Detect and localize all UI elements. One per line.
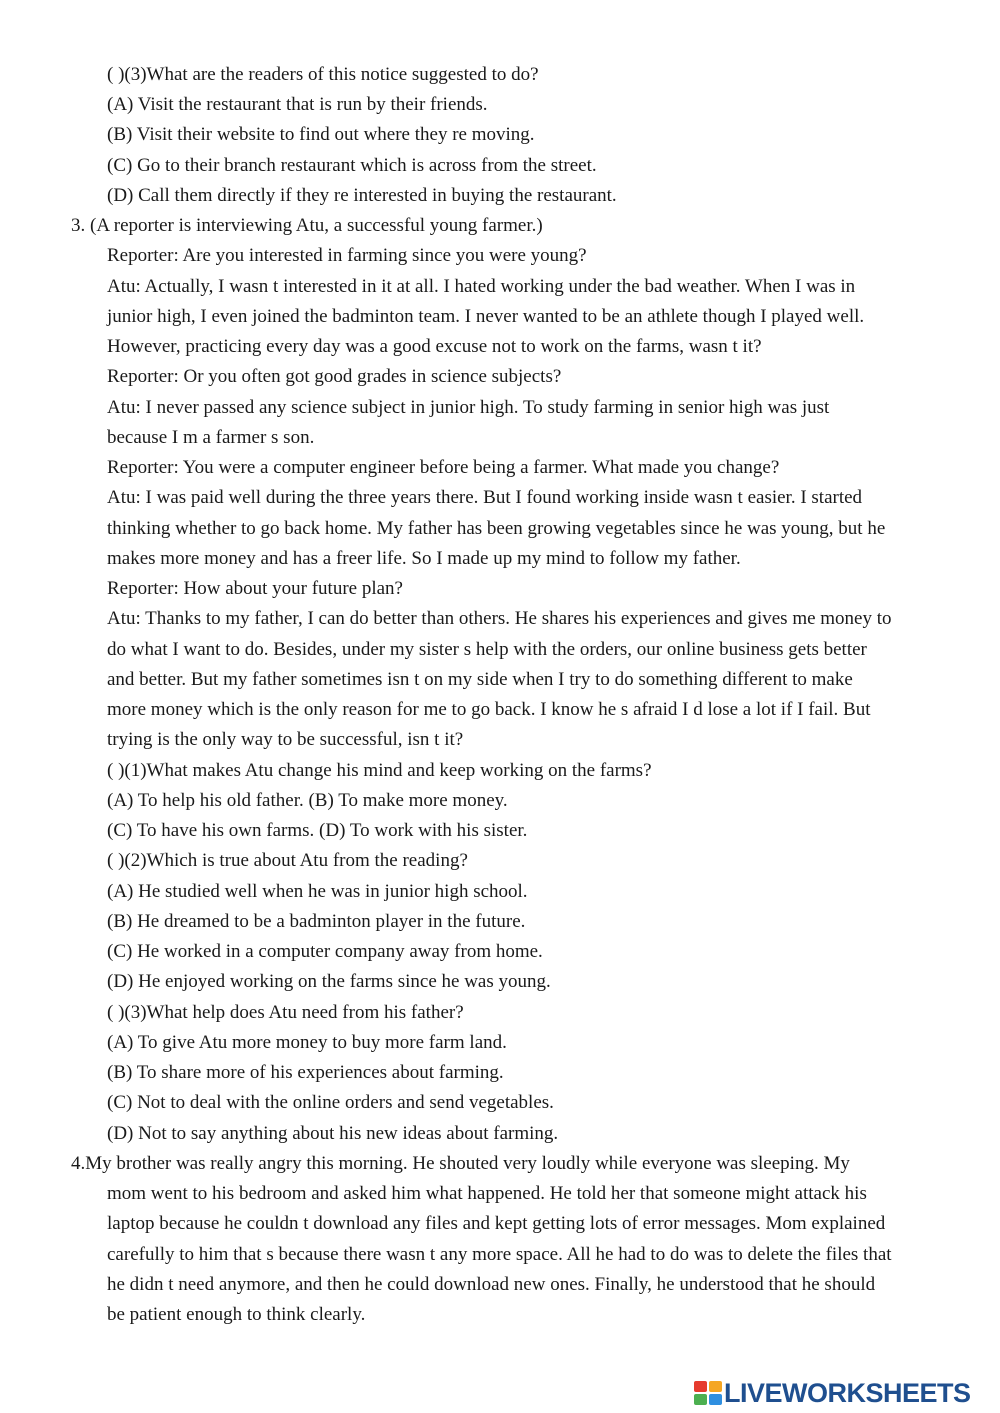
- q3-3-option-a: (A) To give Atu more money to buy more farm land.: [107, 1032, 507, 1053]
- q3-2-question: ( )(2)Which is true about Atu from the reading?: [107, 850, 468, 871]
- interview-line: more money which is the only reason for me to go back. I know he s afraid I d lose a lot if I fail. But: [107, 699, 871, 720]
- interview-line: Atu: I was paid well during the three years there. But I found working inside wasn t easier. I started: [107, 487, 863, 508]
- interview-line: because I m a farmer s son.: [107, 427, 315, 448]
- q3-2-option-b: (B) He dreamed to be a badminton player in the future.: [107, 911, 526, 932]
- q3-2-option-c: (C) He worked in a computer company away from home.: [107, 941, 543, 962]
- interview-line: makes more money and has a freer life. So I made up my mind to follow my father.: [107, 548, 741, 569]
- interview-line: Reporter: You were a computer engineer before being a farmer. What made you change?: [107, 457, 780, 478]
- interview-line: junior high, I even joined the badminton team. I never wanted to be an athlete though I played well.: [107, 306, 865, 327]
- q2-3-option-a: (A) Visit the restaurant that is run by their friends.: [107, 94, 488, 115]
- q3-3-option-b: (B) To share more of his experiences about farming.: [107, 1062, 504, 1083]
- interview-line: and better. But my father sometimes isn t on my side when I try to do something different to make: [107, 669, 853, 690]
- interview-line: trying is the only way to be successful, isn t it?: [107, 729, 464, 750]
- interview-line: Atu: I never passed any science subject in junior high. To study farming in senior high was just: [107, 397, 830, 418]
- liveworksheets-watermark[interactable]: [694, 1378, 994, 1408]
- section-4-paragraph-line: be patient enough to think clearly.: [107, 1304, 366, 1325]
- q2-3-option-c: (C) Go to their branch restaurant which is across from the street.: [107, 155, 597, 176]
- interview-line: Atu: Thanks to my father, I can do better than others. He shares his experiences and gives me money to: [107, 608, 892, 629]
- q3-1-options-cd: (C) To have his own farms. (D) To work with his sister.: [107, 820, 528, 841]
- q3-3-question: ( )(3)What help does Atu need from his father?: [107, 1002, 464, 1023]
- interview-line: thinking whether to go back home. My father has been growing vegetables since he was young, but he: [107, 518, 886, 539]
- interview-line: Reporter: How about your future plan?: [107, 578, 403, 599]
- q2-3-question: ( )(3)What are the readers of this notice suggested to do?: [107, 64, 539, 85]
- q3-2-option-a: (A) He studied well when he was in junior high school.: [107, 881, 528, 902]
- watermark-text: LIVEWORKSHEETS: [724, 1378, 971, 1408]
- section-3-heading: 3. (A reporter is interviewing Atu, a successful young farmer.): [71, 215, 543, 236]
- q2-3-option-d: (D) Call them directly if they re interested in buying the restaurant.: [107, 185, 617, 206]
- interview-line: do what I want to do. Besides, under my sister s help with the orders, our online business gets better: [107, 639, 867, 660]
- q3-1-options-ab: (A) To help his old father. (B) To make more money.: [107, 790, 508, 811]
- q3-3-option-d: (D) Not to say anything about his new ideas about farming.: [107, 1123, 559, 1144]
- interview-line: Reporter: Are you interested in farming since you were young?: [107, 245, 587, 266]
- section-4-paragraph-line: he didn t need anymore, and then he could download new ones. Finally, he understood that he should: [107, 1274, 876, 1295]
- liveworksheets-logo-icon: [694, 1381, 722, 1405]
- interview-line: Reporter: Or you often got good grades in science subjects?: [107, 366, 562, 387]
- section-4-paragraph-first-line: 4.My brother was really angry this morning. He shouted very loudly while everyone was sleeping. My: [71, 1153, 850, 1174]
- section-4-paragraph-line: laptop because he couldn t download any files and kept getting lots of error messages. Mom explained: [107, 1213, 886, 1234]
- q3-2-option-d: (D) He enjoyed working on the farms since he was young.: [107, 971, 551, 992]
- q3-3-option-c: (C) Not to deal with the online orders and send vegetables.: [107, 1092, 554, 1113]
- q2-3-option-b: (B) Visit their website to find out where they re moving.: [107, 124, 535, 145]
- interview-line: Atu: Actually, I wasn t interested in it at all. I hated working under the bad weather. When I was in: [107, 276, 856, 297]
- q3-1-question: ( )(1)What makes Atu change his mind and keep working on the farms?: [107, 760, 652, 781]
- section-4-paragraph-line: carefully to him that s because there wasn t any more space. All he had to do was to delete the files that: [107, 1244, 892, 1265]
- interview-line: However, practicing every day was a good excuse not to work on the farms, wasn t it?: [107, 336, 762, 357]
- section-4-paragraph-line: mom went to his bedroom and asked him what happened. He told her that someone might attack his: [107, 1183, 867, 1204]
